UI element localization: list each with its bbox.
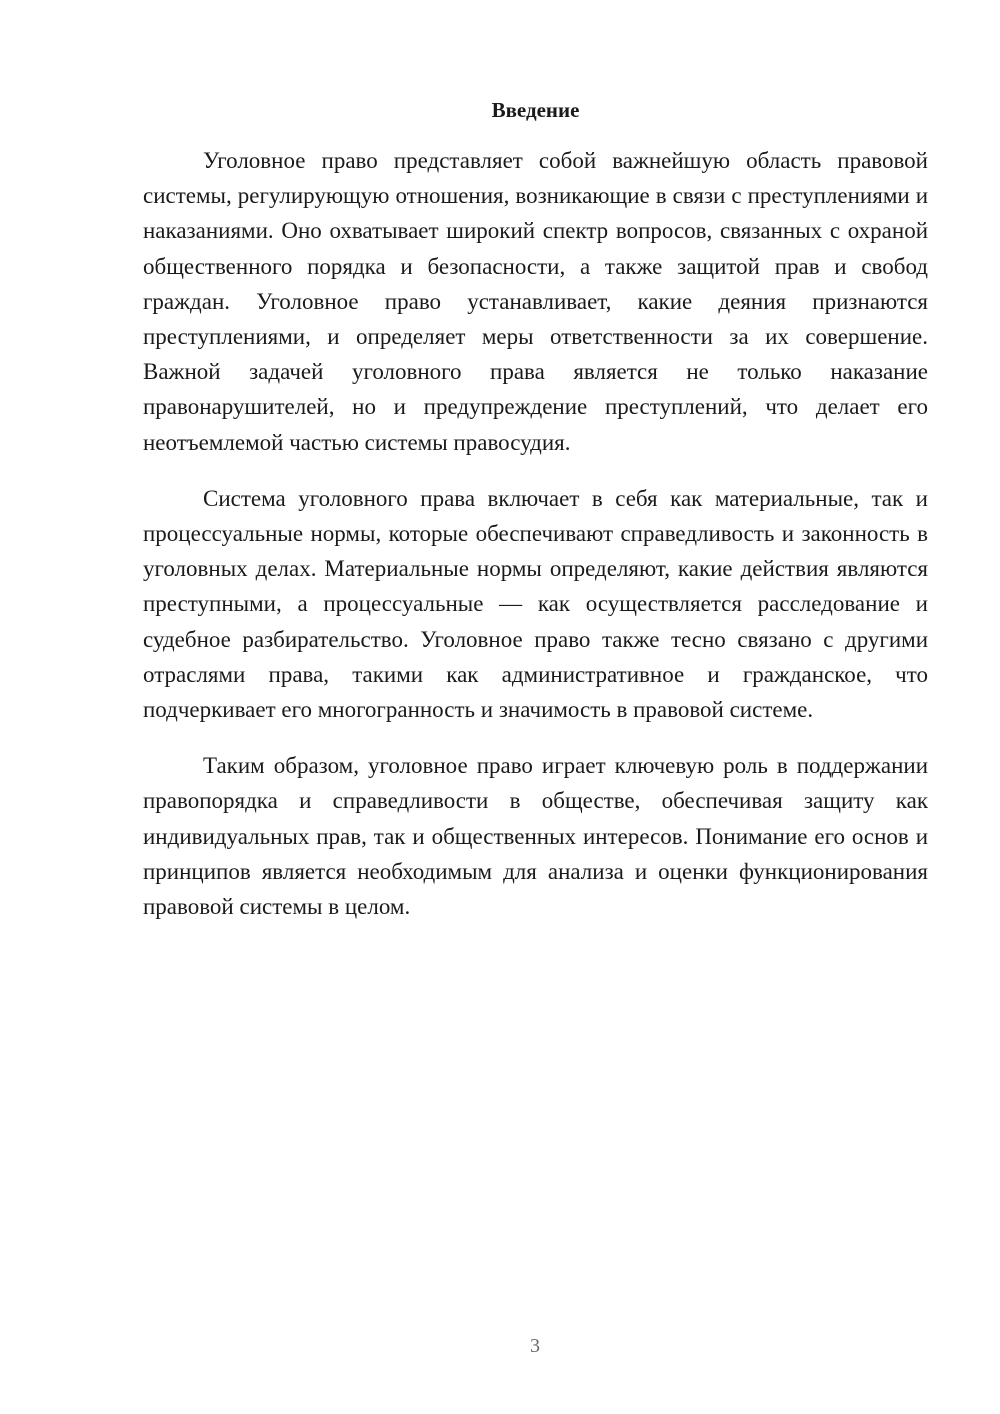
page-content xyxy=(143,96,928,945)
paragraph-2: Система уголовного права включает в себя как материальные, так и процессуальные нормы, которые обеспечивают справедливость и законность в уголовных делах. Материальные нормы определяют, какие действия являются преступными, а процессуальные — как осуществляется расследование и судебное разбирательство. Уголовное право также тесно связано с другими отраслями права, такими как административное и гражданское, что подчеркивает его многогранность и значимость в правовой системе. xyxy=(143,485,928,723)
paragraph-3: Таким образом, уголовное право играет ключевую роль в поддержании правопорядка и справедливости в обществе, обеспечивая защиту как индивидуальных прав, так и общественных интересов. Понимание его основ и принципов является необходимым для анализа и оценки функционирования правовой системы в целом. xyxy=(143,753,928,920)
section-title: Введение xyxy=(491,98,580,122)
paragraph-1: Уголовное право представляет собой важнейшую область правовой системы, регулирующую отношения, возникающие в связи с преступлениями и наказаниями. Оно охватывает широкий спектр вопросов, связанных с охраной общественного порядка и безопасности, а также защитой прав и свобод граждан. Уголовное право устанавливает, какие деяния признаются преступлениями, и определяет меры ответственности за их совершение. Важной задачей уголовного права является не только наказание правонарушителей, но и предупреждение преступлений, что делает его неотъемлемой частью системы правосудия. xyxy=(143,148,928,455)
page-number: 3 xyxy=(530,1335,540,1357)
